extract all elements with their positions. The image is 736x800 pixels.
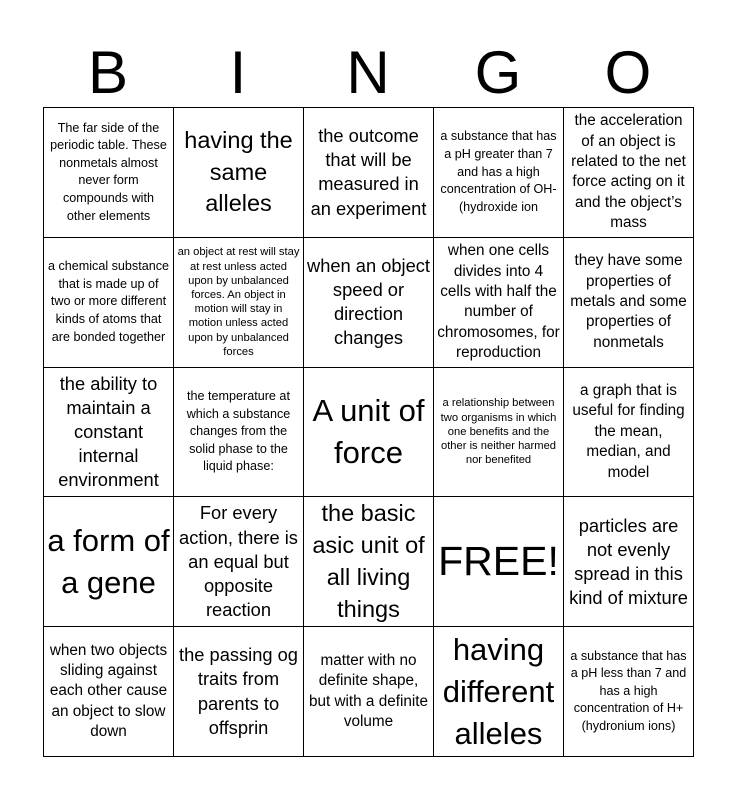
cell-text: the basic asic unit of all living things — [312, 500, 425, 622]
header-letter-o: O — [604, 39, 652, 106]
bingo-cell[interactable] — [434, 368, 564, 498]
cell-text: particles are not evenly spread in this kind of mixture — [569, 514, 688, 608]
cell-text: The far side of the periodic table. These nonmetals almost never form compounds with other elements — [50, 120, 167, 223]
cell-text: a graph that is useful for finding the mean, median, and model — [572, 382, 685, 481]
cell-text: having the same alleles — [184, 126, 293, 217]
cell-text: an object at rest will stay at rest unless acted upon by unbalanced forces. An object in motion will stay in motion unless acted upon by unbalanced forces — [177, 246, 300, 358]
cell-text: matter with no definite shape, but with a definite volume — [308, 651, 429, 730]
cell-text: a substance that has a pH greater than 7 and has a high concentration of OH-(hydroxide ion — [440, 129, 557, 214]
cell-text: A unit of force — [312, 393, 425, 470]
cell-text: when two objects sliding against each other cause an object to slow down — [49, 641, 168, 741]
bingo-cell[interactable] — [304, 368, 434, 498]
header-letter-n: N — [346, 39, 390, 106]
bingo-cell[interactable] — [564, 238, 694, 368]
cell-text: a relationship between two organisms in which one benefits and the other is neither harmed nor benefited — [440, 397, 557, 467]
bingo-cell[interactable] — [304, 627, 434, 757]
bingo-cell[interactable] — [174, 238, 304, 368]
cell-text: the passing og traits from parents to offsprin — [179, 644, 298, 738]
bingo-cell[interactable] — [304, 238, 434, 368]
cell-text: the acceleration of an object is related to the net force acting on it and the object’s mass — [571, 112, 686, 232]
bingo-cell[interactable] — [174, 627, 304, 757]
free-space-label: FREE! — [438, 538, 559, 585]
cell-text: the temperature at which a substance changes from the solid phase to the liquid phase: — [186, 388, 291, 474]
header-letter-i: I — [229, 39, 247, 106]
bingo-cell[interactable] — [304, 497, 434, 627]
bingo-cell[interactable] — [434, 627, 564, 757]
bingo-cell[interactable] — [44, 108, 174, 238]
bingo-cell[interactable] — [564, 627, 694, 757]
bingo-cell[interactable] — [304, 108, 434, 238]
bingo-header — [43, 40, 693, 106]
cell-text: a form of a gene — [47, 522, 170, 600]
header-letter-b: B — [87, 39, 129, 106]
cell-text: when one cells divides into 4 cells with half the number of chromosomes, for reproduction — [437, 242, 560, 361]
cell-text: a substance that has a pH less than 7 and has a high concentration of H+(hydronium ions) — [570, 648, 687, 734]
bingo-grid — [43, 107, 694, 757]
bingo-cell[interactable] — [44, 238, 174, 368]
bingo-cell[interactable] — [564, 108, 694, 238]
bingo-cell[interactable] — [564, 497, 694, 627]
bingo-cell[interactable] — [434, 238, 564, 368]
bingo-cell[interactable] — [44, 368, 174, 498]
bingo-cell[interactable] — [434, 108, 564, 238]
bingo-cell[interactable] — [44, 497, 174, 627]
bingo-cell[interactable] — [564, 368, 694, 498]
header-letter-g: G — [474, 39, 522, 106]
cell-text: a chemical substance that is made up of two or more different kinds of atoms that are bonded together — [47, 259, 170, 344]
cell-text: they have some properties of metals and some properties of nonmetals — [570, 252, 687, 351]
bingo-cell[interactable] — [174, 108, 304, 238]
bingo-cell[interactable] — [44, 627, 174, 757]
cell-text: the outcome that will be measured in an experiment — [310, 125, 427, 219]
bingo-cell[interactable] — [174, 497, 304, 627]
cell-text: For every action, there is an equal but opposite reaction — [179, 502, 298, 620]
free-space-cell[interactable] — [434, 497, 564, 627]
bingo-cell[interactable] — [174, 368, 304, 498]
cell-text: the ability to maintain a constant internal environment — [58, 372, 159, 491]
cell-text: having different alleles — [442, 631, 555, 751]
cell-text: when an object speed or direction changes — [307, 254, 430, 349]
